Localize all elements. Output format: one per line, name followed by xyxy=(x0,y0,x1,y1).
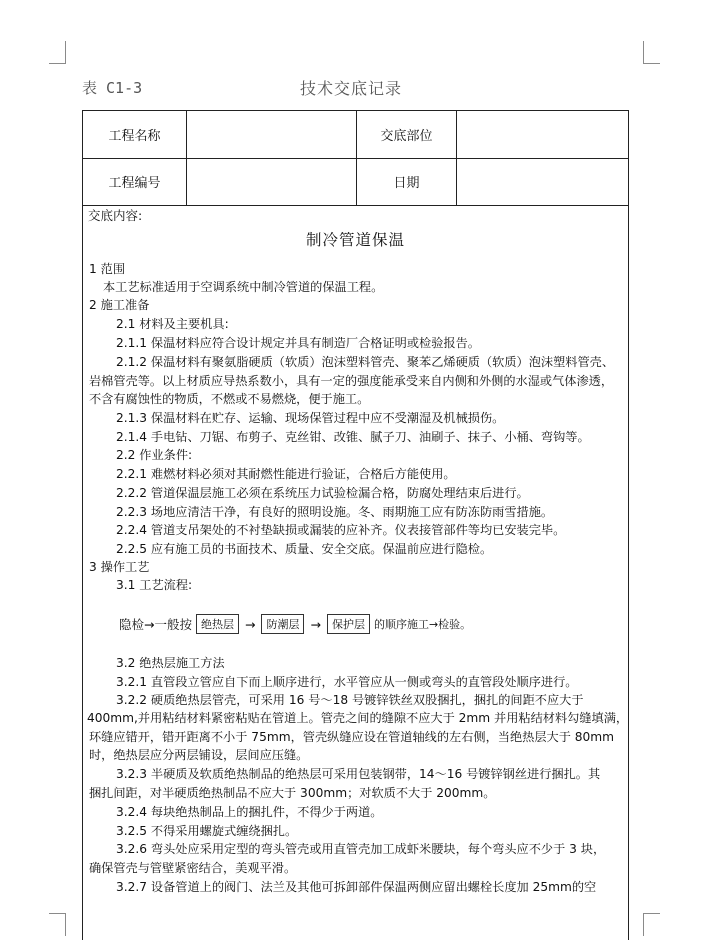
paragraph-line: 2.2.3 场地应清洁干净，有良好的照明设施。冬、雨期施工应有防冻防雨雪措施。 xyxy=(116,505,554,519)
paragraph-line: 2.2.2 管道保温层施工必须在系统压力试验检漏合格，防腐处理结束后进行。 xyxy=(116,486,529,500)
subsection-heading: 2.1 材料及主要机具: xyxy=(116,317,229,331)
project-no-field[interactable] xyxy=(187,158,357,205)
section-heading: 2 施工准备 xyxy=(89,298,150,312)
location-label: 交底部位 xyxy=(357,111,457,158)
paragraph-line: 时，绝热层应分两层铺设，层间应压缝。 xyxy=(89,748,309,762)
flow-prefix: 隐检→一般按 xyxy=(119,617,192,632)
paragraph-line: 3.2.5 不得采用螺旋式缠绕捆扎。 xyxy=(116,824,298,838)
crop-mark-top-right xyxy=(643,41,660,64)
paragraph-line: 环缝应错开，错开距离不小于 75mm，管壳纵缝应设在管道轴线的左右侧，当绝热层大于 80mm xyxy=(89,730,615,744)
paragraph-line: 2.1.3 保温材料在贮存、运输、现场保管过程中应不受潮湿及机械损伤。 xyxy=(116,411,505,425)
flow-step-moisture: 防潮层 xyxy=(261,614,304,634)
paragraph-line: 3.2.3 半硬质及软质绝热制品的绝热层可采用包装钢带，14～16 号镀锌钢丝进行捆扎。其 xyxy=(116,767,601,781)
project-name-label: 工程名称 xyxy=(83,111,187,158)
paragraph-line: 2.2.4 管道支吊架处的不衬垫缺损或漏装的应补齐。仪表接管部件等均已安装完毕。 xyxy=(116,523,566,537)
date-field[interactable] xyxy=(457,158,628,205)
paragraph-line: 确保管壳与管壁紧密结合，美观平滑。 xyxy=(89,861,297,875)
paragraph-line: 3.2.1 直管段立管应自下而上顺序进行，水平管应从一侧或弯头的直管段处顺序进行。 xyxy=(116,675,578,689)
paragraph-line: 2.2.5 应有施工员的书面技术、质量、安全交底。保温前应进行隐检。 xyxy=(116,542,493,556)
header-row-2 xyxy=(83,158,628,206)
section-heading: 1 范围 xyxy=(89,262,126,276)
content-label: 交底内容: xyxy=(88,208,143,223)
form-number: 表 C1-3 xyxy=(82,79,143,97)
paragraph-line: 2.1.1 保温材料应符合设计规定并具有制造厂合格证明或检验报告。 xyxy=(116,336,480,350)
project-no-label: 工程编号 xyxy=(83,158,187,205)
subsection-heading: 3.1 工艺流程: xyxy=(116,578,193,592)
subsection-heading: 3.2 绝热层施工方法 xyxy=(116,656,225,670)
record-sheet xyxy=(82,110,629,940)
date-label: 日期 xyxy=(357,158,457,205)
document-title: 制冷管道保温 xyxy=(305,231,405,249)
crop-mark-bottom-right xyxy=(643,913,660,936)
flow-arrow: → xyxy=(310,616,321,632)
paragraph-line: 捆扎间距，对半硬质绝热制品不应大于 300mm；对软质不大于 200mm。 xyxy=(89,786,496,800)
flow-suffix: 的顺序施工→检验。 xyxy=(373,618,472,631)
flow-step-protective: 保护层 xyxy=(327,614,370,634)
paragraph-line: 3.2.4 每块绝热制品上的捆扎件，不得少于两道。 xyxy=(116,805,383,819)
paragraph-line: 2.1.4 手电钻、刀锯、布剪子、克丝钳、改锥、腻子刀、油刷子、抹子、小桶、弯钩等。 xyxy=(116,430,590,444)
form-title: 技术交底记录 xyxy=(300,79,403,98)
paragraph-line: 不含有腐蚀性的物质，不燃或不易燃烧，便于施工。 xyxy=(89,392,370,406)
flow-step-insulation: 绝热层 xyxy=(196,614,239,634)
paragraph-line: 2.1.2 保温材料有聚氨脂硬质（软质）泡沫塑料管壳、聚苯乙烯硬质（软质）泡沫塑料管壳、 xyxy=(116,355,615,369)
process-flow xyxy=(119,614,471,634)
paragraph-line: 岩棉管壳等。以上材质应导热系数小，具有一定的强度能承受来自内侧和外侧的水湿或气体渗透， xyxy=(89,374,614,388)
crop-mark-bottom-left xyxy=(49,913,66,936)
paragraph-line: 3.2.2 硬质绝热层管壳，可采用 16 号～18 号镀锌铁丝双股捆扎，捆扎的间距不应大于 xyxy=(116,693,584,707)
paragraph-line: 3.2.7 设备管道上的阀门、法兰及其他可拆卸部件保温两侧应留出螺栓长度加 25mm的空 xyxy=(116,880,597,894)
paragraph-line: 本工艺标准适用于空调系统中制冷管道的保温工程。 xyxy=(103,280,384,294)
flow-arrow: → xyxy=(244,616,256,632)
paragraph-line: 3.2.6 弯头处应采用定型的弯头管壳或用直管壳加工成虾米腰块，每个弯头应不少于 3 块， xyxy=(116,842,606,856)
paragraph-line: 400mm,并用粘结材料紧密粘贴在管道上。管壳之间的缝隙不应大于 2mm 并用粘结材料勾缝填满， xyxy=(87,711,629,725)
location-field[interactable] xyxy=(457,111,628,158)
subsection-heading: 2.2 作业条件: xyxy=(116,448,193,462)
header-row-1 xyxy=(83,111,628,159)
paragraph-line: 2.2.1 难燃材料必须对其耐燃性能进行验证，合格后方能使用。 xyxy=(116,467,456,481)
project-name-field[interactable] xyxy=(187,111,357,158)
section-heading: 3 操作工艺 xyxy=(89,560,150,574)
crop-mark-top-left xyxy=(49,41,66,64)
